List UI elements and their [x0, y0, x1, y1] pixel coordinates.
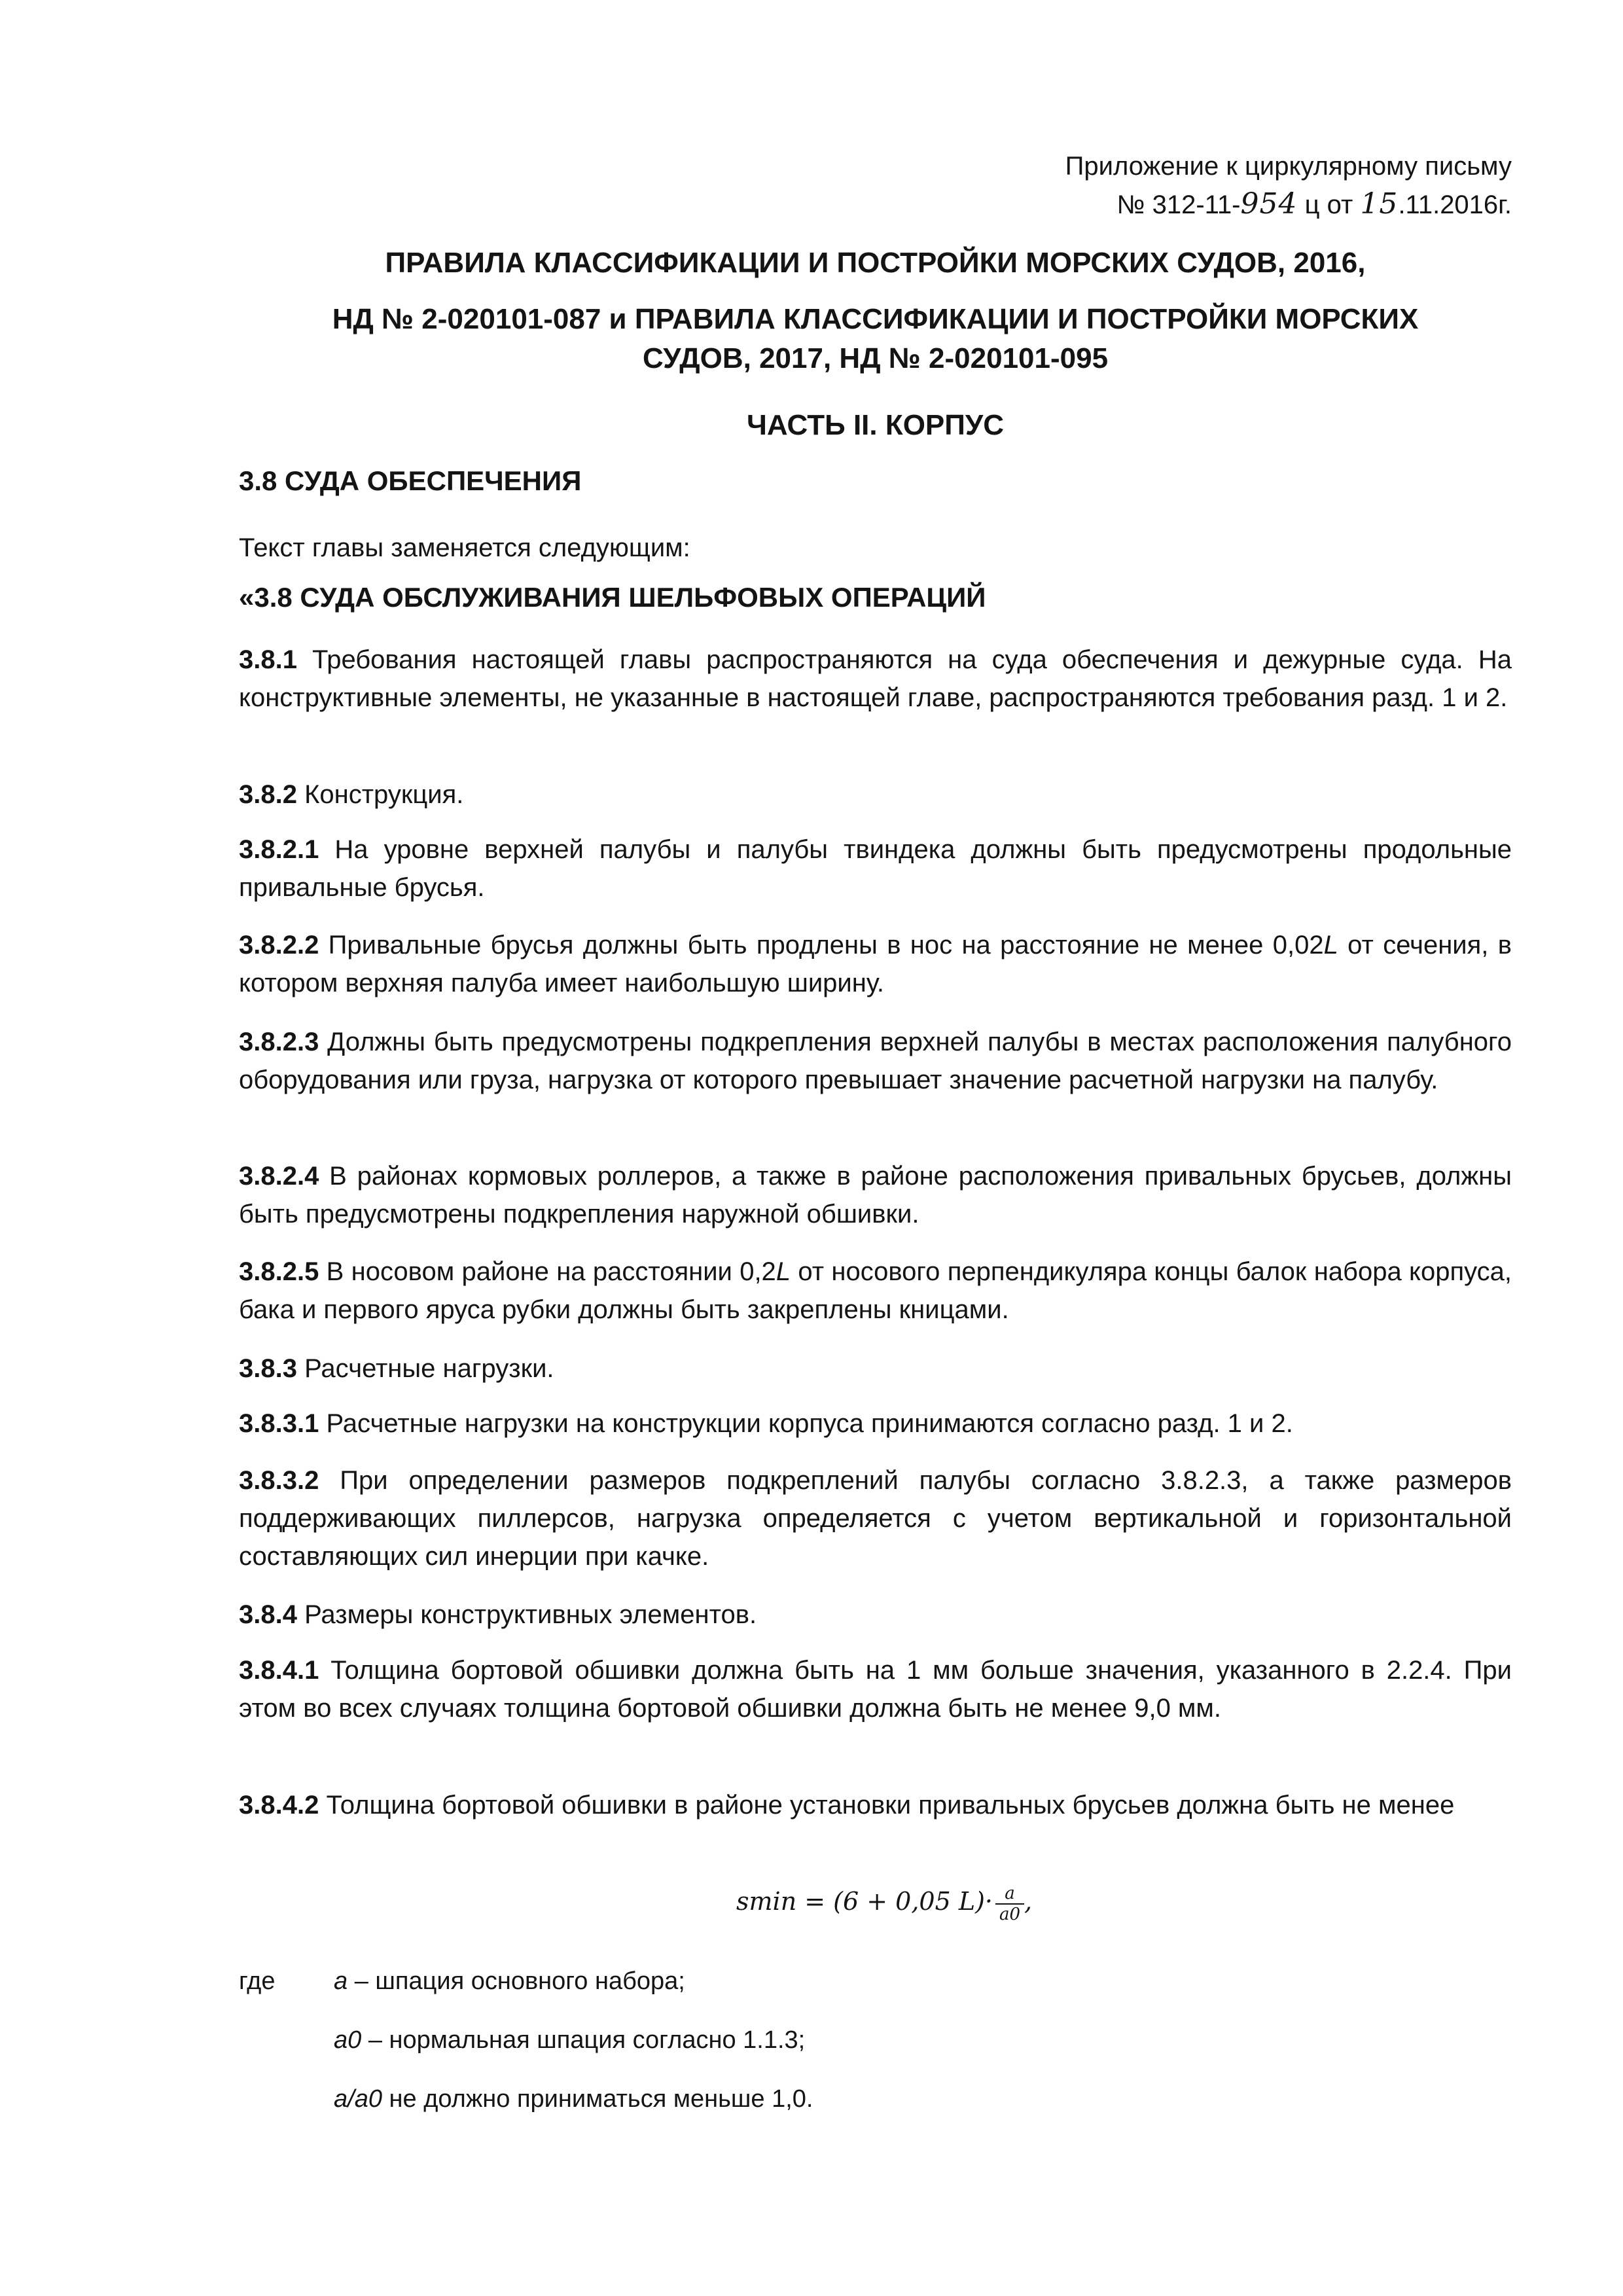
paragraph-3-8-3-2 — [239, 1462, 1512, 1575]
paragraph-3-8-4 — [239, 1596, 1512, 1634]
title-line-2a: НД № 2-020101-087 и ПРАВИЛА КЛАССИФИКАЦИИ И ПОСТРОЙКИ МОРСКИХ — [332, 303, 1419, 335]
paragraph-3-8-2-2 — [239, 926, 1512, 1002]
definition-a0 — [334, 2021, 805, 2059]
document-page — [239, 0, 1512, 2296]
paragraph-text: Требования настоящей главы распространяются на суда обеспечения и дежурные суда. На конструктивные элементы, не указанные в настоящей главе, распространяются требования разд. 1 и 2. — [239, 645, 1512, 712]
formula-lhs: smin = (6 + 0,05 L)· — [736, 1887, 993, 1916]
definition-ratio — [334, 2080, 813, 2118]
length-symbol: L — [1323, 931, 1338, 960]
paragraph-3-8-2-1 — [239, 831, 1512, 906]
variable-symbol: a/a0 — [334, 2085, 382, 2113]
variable-symbol: a0 — [334, 2026, 362, 2054]
title-line-1: ПРАВИЛА КЛАССИФИКАЦИИ И ПОСТРОЙКИ МОРСКИХ СУДОВ, 2016, — [385, 247, 1366, 279]
paragraph-3-8-4-2 — [239, 1786, 1512, 1824]
definition-text: – шпация основного набора; — [348, 1967, 685, 1995]
annex-line-2 — [726, 185, 1512, 224]
paragraph-number: 3.8.3.1 — [239, 1409, 319, 1438]
paragraph-number: 3.8.3.2 — [239, 1466, 319, 1495]
formula-tail: , — [1024, 1887, 1033, 1916]
formula-fraction — [995, 1884, 1024, 1924]
where-label: где — [239, 1967, 276, 1995]
title-line-2 — [239, 300, 1512, 378]
paragraph-number: 3.8.2 — [239, 780, 297, 809]
paragraph-text: В районах кормовых роллеров, а также в районе расположения привальных брусьев, должны быть предусмотрены подкрепления наружной обшивки. — [239, 1162, 1512, 1229]
paragraph-number: 3.8.2.3 — [239, 1028, 319, 1056]
paragraph-text: В носовом районе на расстоянии 0,2 — [319, 1257, 776, 1286]
definition-text: не должно приниматься меньше 1,0. — [382, 2085, 813, 2113]
paragraph-3-8-1 — [239, 641, 1512, 717]
annex-header — [726, 147, 1512, 224]
variable-symbol: a — [334, 1967, 348, 1995]
paragraph-number: 3.8.2.5 — [239, 1257, 319, 1286]
paragraph-3-8-4-1 — [239, 1651, 1512, 1727]
paragraph-text: от носового перпендикуляра концы балок набора корпуса, бака и первого яруса рубки должны быть закреплены кницами. — [239, 1257, 1512, 1324]
paragraph-text: Расчетные нагрузки на конструкции корпуса принимаются согласно разд. 1 и 2. — [319, 1409, 1293, 1438]
paragraph-text: Конструкция. — [296, 780, 464, 809]
paragraph-text: от сечения, в котором верхняя палуба имеет наибольшую ширину. — [239, 931, 1512, 997]
paragraph-3-8-3-1 — [239, 1405, 1512, 1443]
paragraph-text: При определении размеров подкреплений палубы согласно 3.8.2.3, а также размеров поддерживающих пиллерсов, нагрузка определяется с учетом вертикальной и горизонтальной составляющих сил инерции при качке. — [239, 1466, 1512, 1571]
paragraph-3-8-2-4 — [239, 1157, 1512, 1233]
paragraph-3-8-3 — [239, 1350, 1512, 1388]
letter-number-prefix: № 312-11- — [1116, 190, 1241, 219]
paragraph-number: 3.8.1 — [239, 645, 297, 674]
paragraph-3-8-2 — [239, 776, 1512, 814]
fraction-numerator: a — [995, 1884, 1024, 1905]
letter-date-suffix: .11.2016г. — [1398, 190, 1512, 219]
title-line-2b: СУДОВ, 2017, НД № 2-020101-095 — [642, 342, 1109, 374]
paragraph-number: 3.8.3 — [239, 1354, 297, 1383]
fraction-denominator: a0 — [999, 1904, 1021, 1924]
definition-a — [334, 1962, 685, 2000]
paragraph-number: 3.8.2.1 — [239, 835, 319, 864]
paragraph-text: Привальные брусья должны быть продлены в нос на расстояние не менее 0,02 — [319, 931, 1324, 960]
length-symbol: L — [776, 1257, 791, 1286]
paragraph-text: Толщина бортовой обшивки должна быть на 1 мм больше значения, указанного в 2.2.4. При этом во всех случаях толщина бортовой обшивки должна быть не менее 9,0 мм. — [239, 1656, 1512, 1723]
paragraph-number: 3.8.4.1 — [239, 1656, 319, 1685]
section-heading: 3.8 СУДА ОБЕСПЕЧЕНИЯ — [239, 465, 582, 496]
paragraph-number: 3.8.4 — [239, 1600, 297, 1629]
new-section-heading: «3.8 СУДА ОБСЛУЖИВАНИЯ ШЕЛЬФОВЫХ ОПЕРАЦИЙ — [239, 582, 986, 613]
paragraph-text: На уровне верхней палубы и палубы твиндека должны быть предусмотрены продольные привальные брусья. — [239, 835, 1512, 902]
paragraph-number: 3.8.2.2 — [239, 931, 319, 960]
paragraph-number: 3.8.4.2 — [239, 1791, 319, 1820]
section-intro: Текст главы заменяется следующим: — [239, 533, 690, 562]
paragraph-text: Расчетные нагрузки. — [296, 1354, 554, 1383]
paragraph-3-8-2-5 — [239, 1253, 1512, 1329]
letter-number-mid: ц от — [1297, 190, 1361, 219]
definition-text: – нормальная шпация согласно 1.1.3; — [361, 2026, 806, 2054]
thickness-formula — [736, 1882, 1032, 1924]
paragraph-text: Должны быть предусмотрены подкрепления верхней палубы в местах расположения палубного оборудования или груза, нагрузка от которого превышает значение расчетной нагрузки на палубу. — [239, 1028, 1512, 1094]
handwritten-letter-number: 954 — [1240, 187, 1298, 221]
paragraph-3-8-2-3 — [239, 1023, 1512, 1099]
handwritten-day: 15 — [1360, 187, 1399, 221]
annex-line-1: Приложение к циркулярному письму — [1065, 152, 1512, 181]
paragraph-text: Толщина бортовой обшивки в районе установки привальных брусьев должна быть не менее — [319, 1791, 1455, 1820]
paragraph-text: Размеры конструктивных элементов. — [296, 1600, 757, 1629]
paragraph-number: 3.8.2.4 — [239, 1162, 319, 1191]
part-title: ЧАСТЬ II. КОРПУС — [746, 409, 1005, 441]
